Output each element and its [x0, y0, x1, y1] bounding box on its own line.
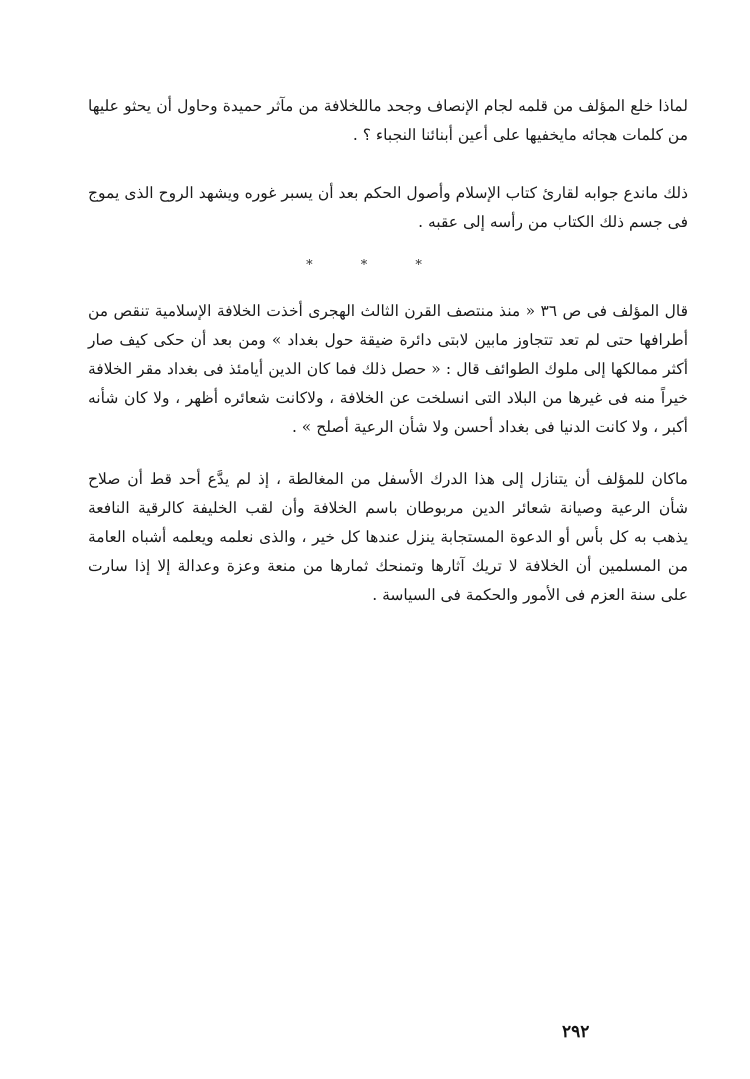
paragraph-4: ماكان للمؤلف أن يتنازل إلى هذا الدرك الأسفل من المغالطة ، إذ لم يدَّع أحد قط أن صلاح شأن الرعية وصيانة شعائر الدين مربوطان باسم الخلافة وأن لقب الخليفة كالرقية النافعة يذهب به كل بأس أو الدعوة المستجابة ينزل عندها كل خير ، والذى نعلمه ويعلمه أشباه العامة من المسلمين أن الخلافة لا تريك آثارها وتمنحك ثمارها من منعة وعزة وعدالة إلا إذا سارت على سنة العزم فى الأمور والحكمة فى السياسة .: [88, 470, 688, 604]
paragraph-1: لماذا خلع المؤلف من قلمه لجام الإنصاف وجحد ماللخلافة من مآثر حميدة وحاول أن يحثو عليها من كلمات هجائه مايخفيها على أعين أبنائنا النجباء ؟ .: [88, 97, 688, 144]
section-separator: * * *: [306, 258, 444, 273]
paragraph-3: قال المؤلف فى ص ٣٦ « منذ منتصف القرن الثالث الهجرى أخذت الخلافة الإسلامية تنقص من أطرافها حتى لم تعد تتجاوز مابين لابتى دائرة ضيقة حول بغداد » ومن بعد أن حكى كيف صار أكثر ممالكها إلى ملوك الطوائف قال : « حصل ذلك فما كان الدين أيامئذ فى بغداد مقر الخلافة خيراً منه فى غيرها من البلاد التى انسلخت عن الخلافة ، ولاكانت شعائره أظهر ، ولا كان شأنه أكبر ، ولا كانت الدنيا فى بغداد أحسن ولا شأن الرعية أصلح » .: [88, 302, 688, 436]
paragraph-2: ذلك ماندع جوابه لقارئ كتاب الإسلام وأصول الحكم بعد أن يسبر غوره ويشهد الروح الذى يموج فى جسم ذلك الكتاب من رأسه إلى عقبه .: [88, 184, 688, 231]
page-number: ٢٩٢: [562, 1022, 590, 1042]
